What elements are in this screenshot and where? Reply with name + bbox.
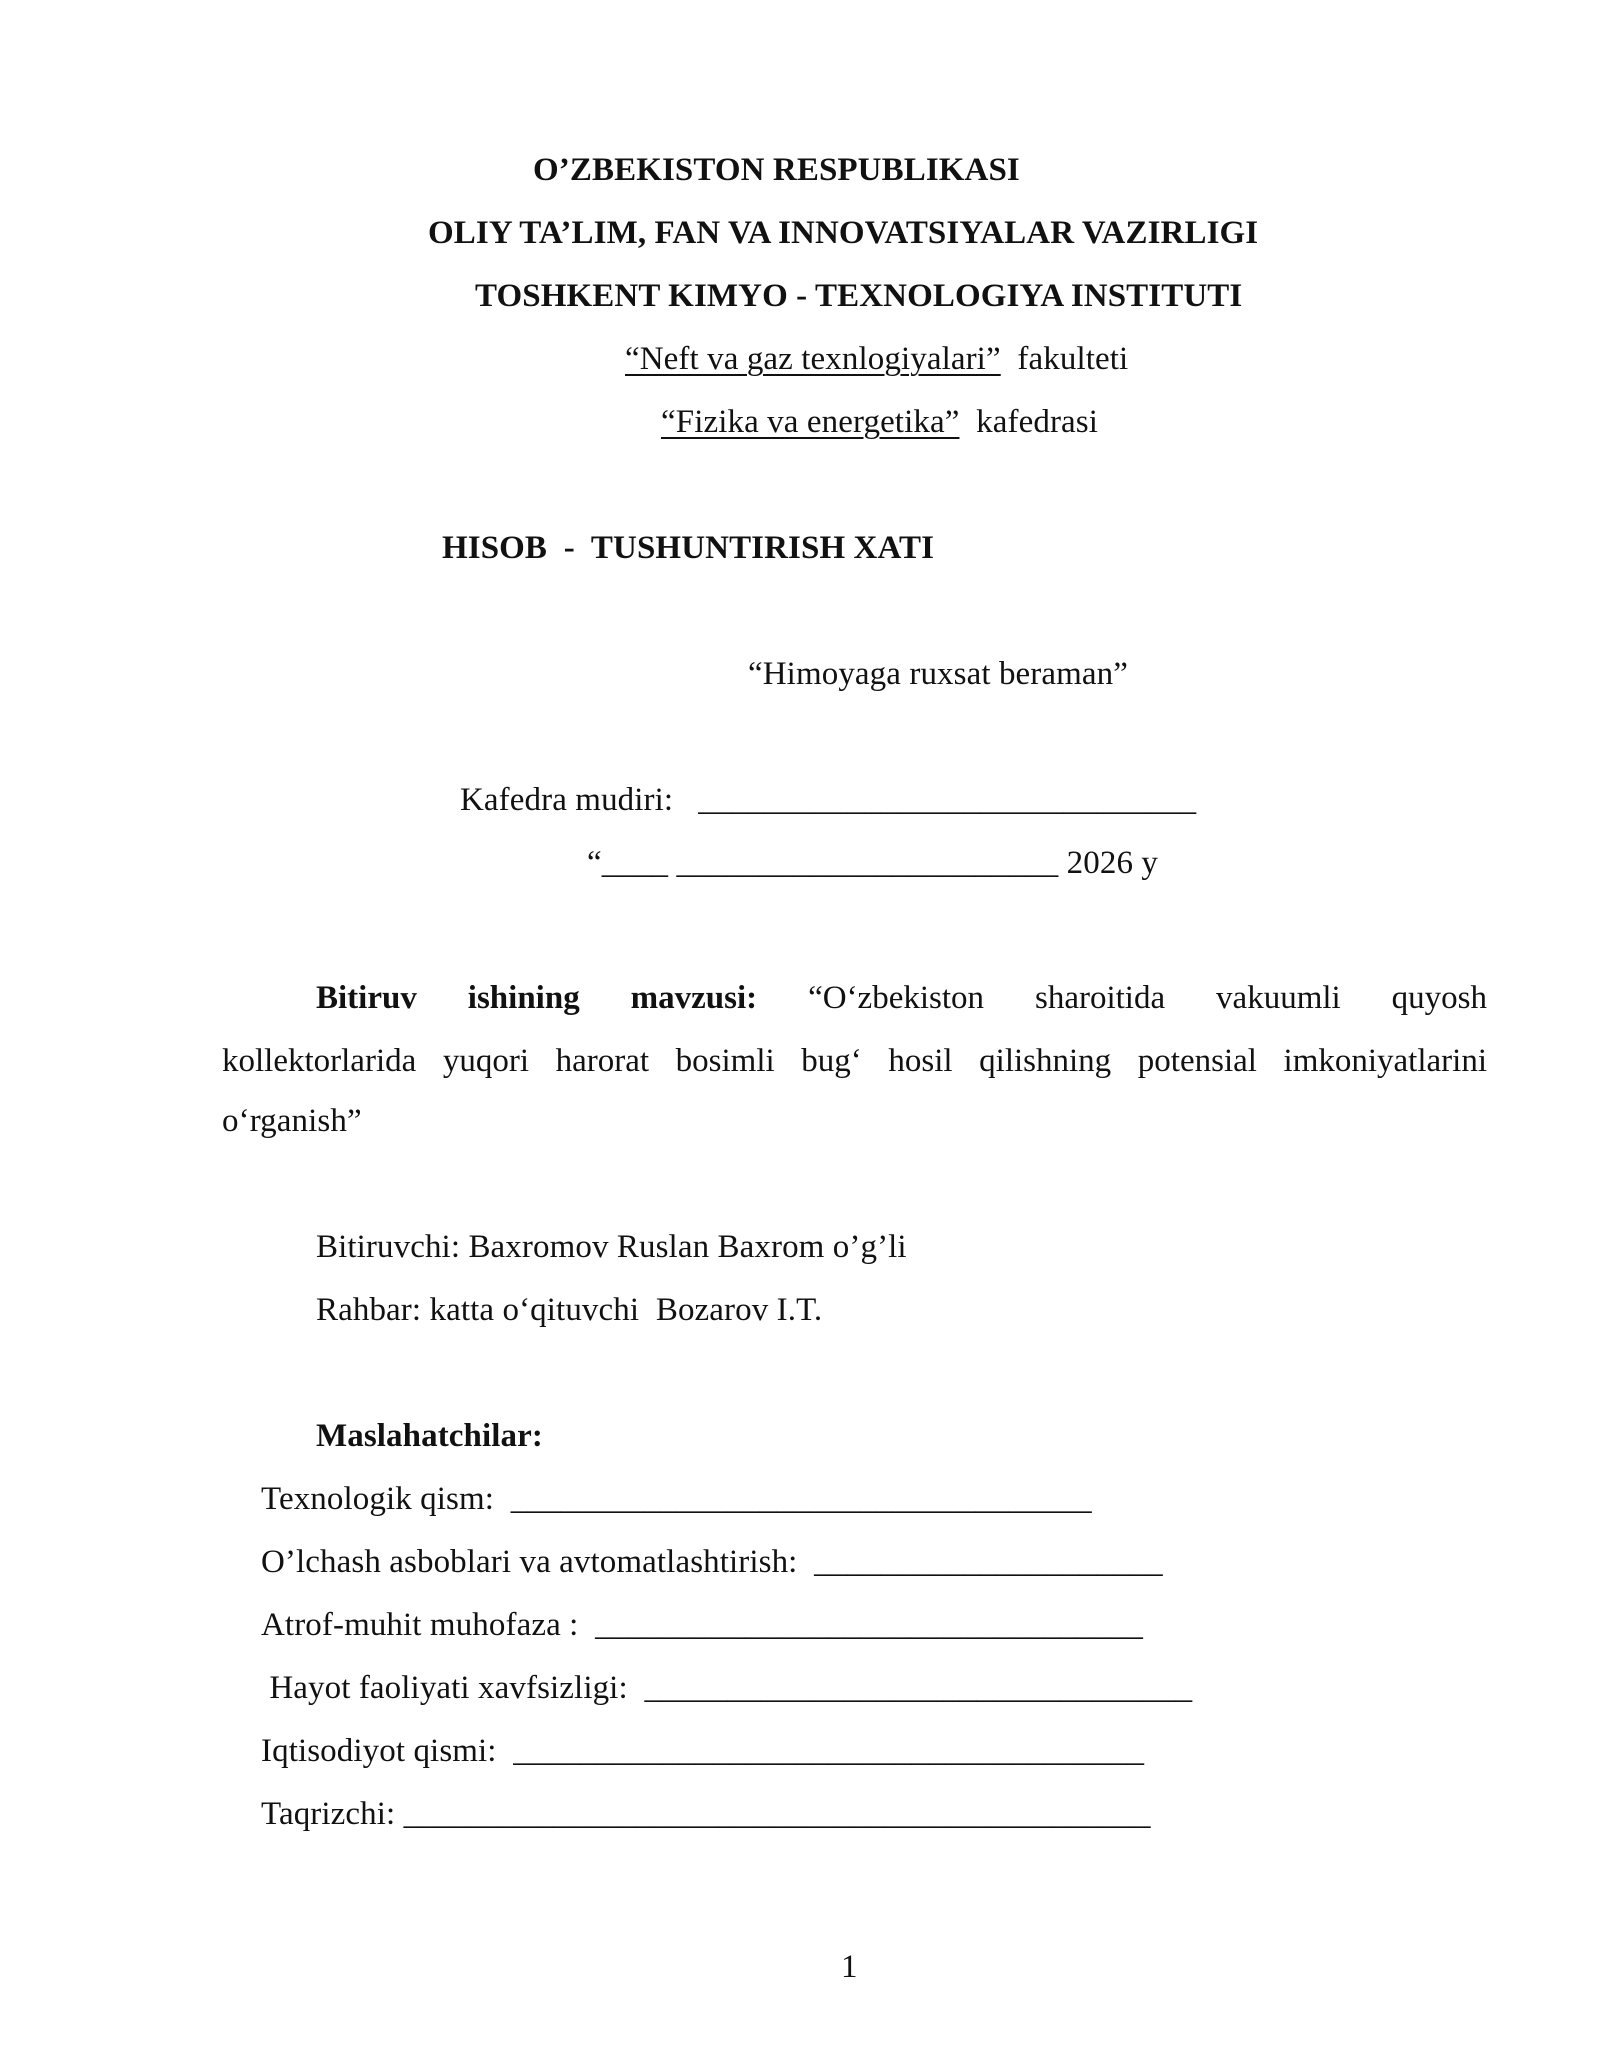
head-of-department-line (460, 780, 1196, 820)
consultant-label: Iqtisodiyot qismi: (261, 1733, 497, 1769)
consultant-signature-blank: ______________________________________ (513, 1733, 1145, 1769)
consultant-label: Taqrizchi: (261, 1796, 396, 1832)
country-title: O’ZBEKISTON RESPUBLIKASI (533, 152, 1020, 188)
consultant-label: Texnologik qism: (261, 1481, 495, 1517)
topic-line-2: kollektorlarida yuqori harorat bosimli bug‘ hosil qilishning potensial imkoniyatlarini (222, 1043, 1487, 1079)
consultant-label: O’lchash asboblari va avtomatlashtirish: (261, 1544, 798, 1580)
consultant-signature-blank: _________________________________ (595, 1607, 1143, 1643)
department-suffix: kafedrasi (976, 404, 1098, 440)
consultant-row-automation (261, 1542, 1163, 1582)
graduate-line: Bitiruvchi: Baxromov Ruslan Baxrom o’g’li (316, 1229, 907, 1265)
ministry-title: OLIY TA’LIM, FAN VA INNOVATSIYALAR VAZIRLIGI (428, 215, 1259, 251)
faculty-name: “Neft va gaz texnlogiyalari” (625, 341, 1001, 377)
department-line (661, 402, 1098, 442)
consultant-signature-blank: _____________________ (814, 1544, 1163, 1580)
institute-title: TOSHKENT KIMYO - TEXNOLOGIYA INSTITUTI (475, 278, 1243, 314)
consultant-label: Atrof-muhit muhofaza : (261, 1607, 579, 1643)
topic-text-start: “O‘zbekiston sharoitida vakuumli quyosh (808, 980, 1488, 1016)
faculty-line (625, 339, 1128, 379)
approval-date-blank: “____ _______________________ 2026 y (587, 845, 1158, 881)
topic-line-1 (222, 966, 1487, 1030)
consultant-row-safety (261, 1668, 1192, 1708)
topic-label: Bitiruv ishining mavzusi: (316, 980, 758, 1016)
consultant-row-technology (261, 1479, 1092, 1519)
document-title: HISOB - TUSHUNTIRISH XATI (442, 530, 935, 566)
consultant-row-reviewer (261, 1794, 1151, 1834)
head-signature-blank: ______________________________ (698, 782, 1197, 818)
consultant-signature-blank: _________________________________ (644, 1670, 1193, 1706)
consultant-row-economics (261, 1731, 1144, 1771)
consultant-label: Hayot faoliyati xavfsizligi: (261, 1670, 628, 1706)
head-of-department-label: Kafedra mudiri: (460, 782, 674, 818)
consultant-signature-blank: ___________________________________ (510, 1481, 1092, 1517)
consultants-heading: Maslahatchilar: (316, 1418, 543, 1454)
faculty-suffix: fakulteti (1017, 341, 1129, 377)
supervisor-line: Rahbar: katta o‘qituvchi Bozarov I.T. (316, 1292, 823, 1328)
page-number: 1 (841, 1949, 858, 1985)
consultant-row-environment (261, 1605, 1143, 1645)
department-name: “Fizika va energetika” (661, 404, 960, 440)
consultant-signature-blank: _____________________________________________ (403, 1796, 1151, 1832)
topic-line-3: o‘rganish” (222, 1103, 362, 1139)
approval-quote: “Himoyaga ruxsat beraman” (748, 656, 1129, 692)
